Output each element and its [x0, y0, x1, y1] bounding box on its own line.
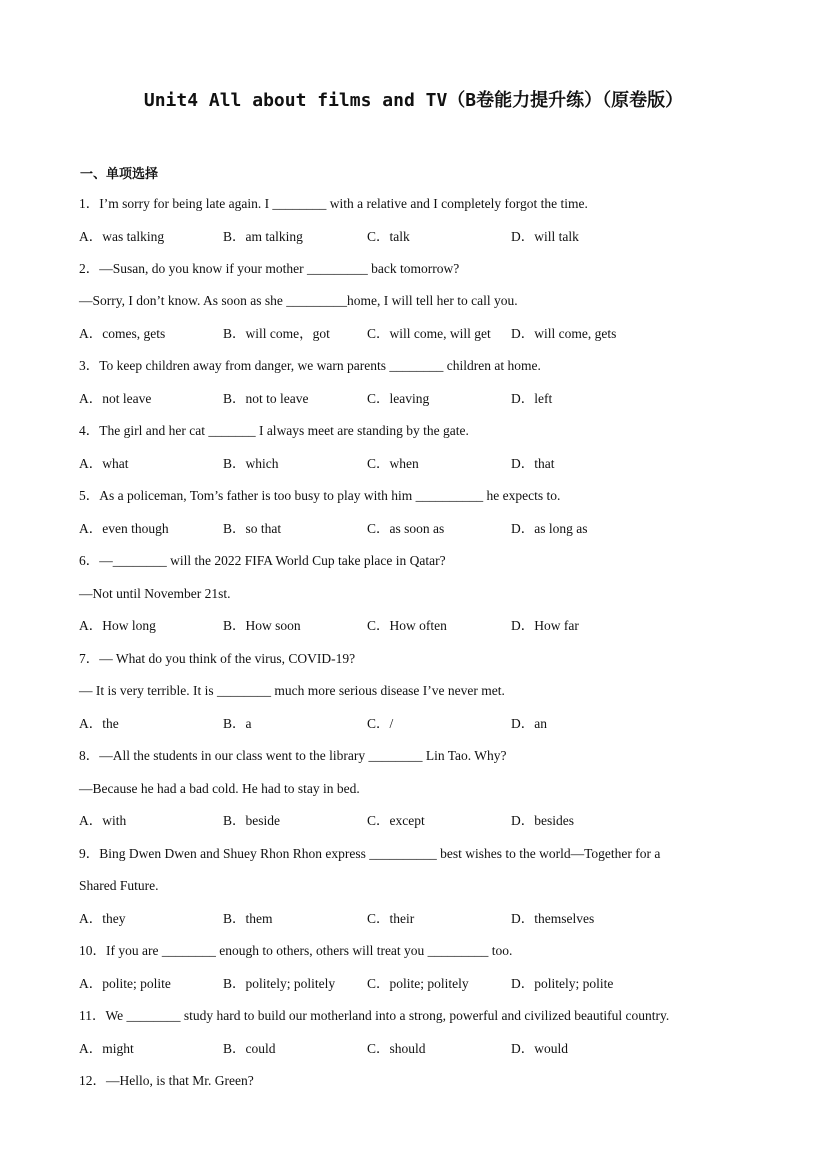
option-a: A．what	[79, 456, 129, 471]
question-6-line-1: 6．—________ will the 2022 FIFA World Cup take place in Qatar?	[79, 553, 446, 568]
option-d: D．will talk	[511, 229, 579, 244]
question-1-options	[79, 228, 679, 246]
question-3-options	[79, 390, 679, 408]
option-a: A．might	[79, 1041, 134, 1056]
question-3-line-1: 3．To keep children away from danger, we warn parents ________ children at home.	[79, 358, 541, 373]
question-11-options	[79, 1040, 679, 1058]
question-2-options	[79, 325, 679, 343]
option-d: D．would	[511, 1041, 568, 1056]
question-2-line-2: —Sorry, I don’t know. As soon as she _________home, I will tell her to call you.	[79, 293, 518, 308]
question-8-line-2: —Because he had a bad cold. He had to stay in bed.	[79, 781, 360, 796]
option-b: B．a	[223, 716, 252, 731]
question-1-line-1: 1．I’m sorry for being late again. I ________ with a relative and I completely forgot the time.	[79, 196, 588, 211]
option-a: A．they	[79, 911, 126, 926]
option-d: D．that	[511, 456, 555, 471]
option-b: B．am talking	[223, 229, 303, 244]
option-a: A．How long	[79, 618, 156, 633]
option-b: B．politely; politely	[223, 976, 336, 991]
option-d: D．themselves	[511, 911, 595, 926]
option-b: B．How soon	[223, 618, 301, 633]
question-12-line-1: 12．—Hello, is that Mr. Green?	[79, 1073, 254, 1088]
option-d: D．an	[511, 716, 547, 731]
option-a: A．polite; polite	[79, 976, 171, 991]
question-7-options	[79, 715, 679, 733]
option-b: B．beside	[223, 813, 280, 828]
option-a: A．with	[79, 813, 127, 828]
option-d: D．besides	[511, 813, 574, 828]
question-2-line-1: 2．—Susan, do you know if your mother _________ back tomorrow?	[79, 261, 460, 276]
option-a: A．the	[79, 716, 119, 731]
question-9-options	[79, 910, 679, 928]
question-10-options	[79, 975, 679, 993]
option-b: B．not to leave	[223, 391, 309, 406]
question-7-line-2: — It is very terrible. It is ________ much more serious disease I’ve never met.	[79, 683, 505, 698]
option-c: C．should	[367, 1041, 426, 1056]
option-d: D．politely; polite	[511, 976, 614, 991]
question-6-line-2: —Not until November 21st.	[79, 586, 231, 601]
question-9-line-1: 9．Bing Dwen Dwen and Shuey Rhon Rhon express __________ best wishes to the world—Together for a	[79, 846, 661, 861]
question-4-options	[79, 455, 679, 473]
option-a: A．was talking	[79, 229, 165, 244]
question-10-line-1: 10．If you are ________ enough to others, others will treat you _________ too.	[79, 943, 513, 958]
question-5-line-1: 5．As a policeman, Tom’s father is too busy to play with him __________ he expects to.	[79, 488, 561, 503]
option-a: A．even though	[79, 521, 169, 536]
option-b: B．so that	[223, 521, 282, 536]
option-c: C．How often	[367, 618, 447, 633]
option-a: A．not leave	[79, 391, 152, 406]
option-c: C．/	[367, 716, 394, 731]
option-b: B．could	[223, 1041, 276, 1056]
question-9-line-2: Shared Future.	[79, 878, 159, 893]
question-7-line-1: 7．— What do you think of the virus, COVID-19?	[79, 651, 356, 666]
section-heading-single-choice: 一、单项选择	[80, 167, 159, 182]
option-c: C．as soon as	[367, 521, 445, 536]
document-title: Unit4 All about films and TV（B卷能力提升练）（原卷版）	[143, 90, 684, 111]
option-b: B．will come，got	[223, 326, 330, 341]
option-a: A．comes, gets	[79, 326, 166, 341]
question-8-line-1: 8．—All the students in our class went to the library ________ Lin Tao. Why?	[79, 748, 507, 763]
option-d: D．will come, gets	[511, 326, 617, 341]
option-c: C．when	[367, 456, 419, 471]
option-b: B．which	[223, 456, 279, 471]
option-c: C．will come, will get	[367, 326, 491, 341]
option-d: D．How far	[511, 618, 579, 633]
question-6-options	[79, 617, 679, 635]
question-5-options	[79, 520, 679, 538]
question-11-line-1: 11．We ________ study hard to build our motherland into a strong, powerful and civilized beautiful country.	[79, 1008, 670, 1023]
option-c: C．except	[367, 813, 425, 828]
option-c: C．leaving	[367, 391, 430, 406]
option-d: D．as long as	[511, 521, 588, 536]
option-b: B．them	[223, 911, 273, 926]
option-c: C．polite; politely	[367, 976, 469, 991]
question-4-line-1: 4．The girl and her cat _______ I always meet are standing by the gate.	[79, 423, 469, 438]
option-c: C．their	[367, 911, 415, 926]
option-d: D．left	[511, 391, 553, 406]
option-c: C．talk	[367, 229, 410, 244]
question-8-options	[79, 812, 679, 830]
